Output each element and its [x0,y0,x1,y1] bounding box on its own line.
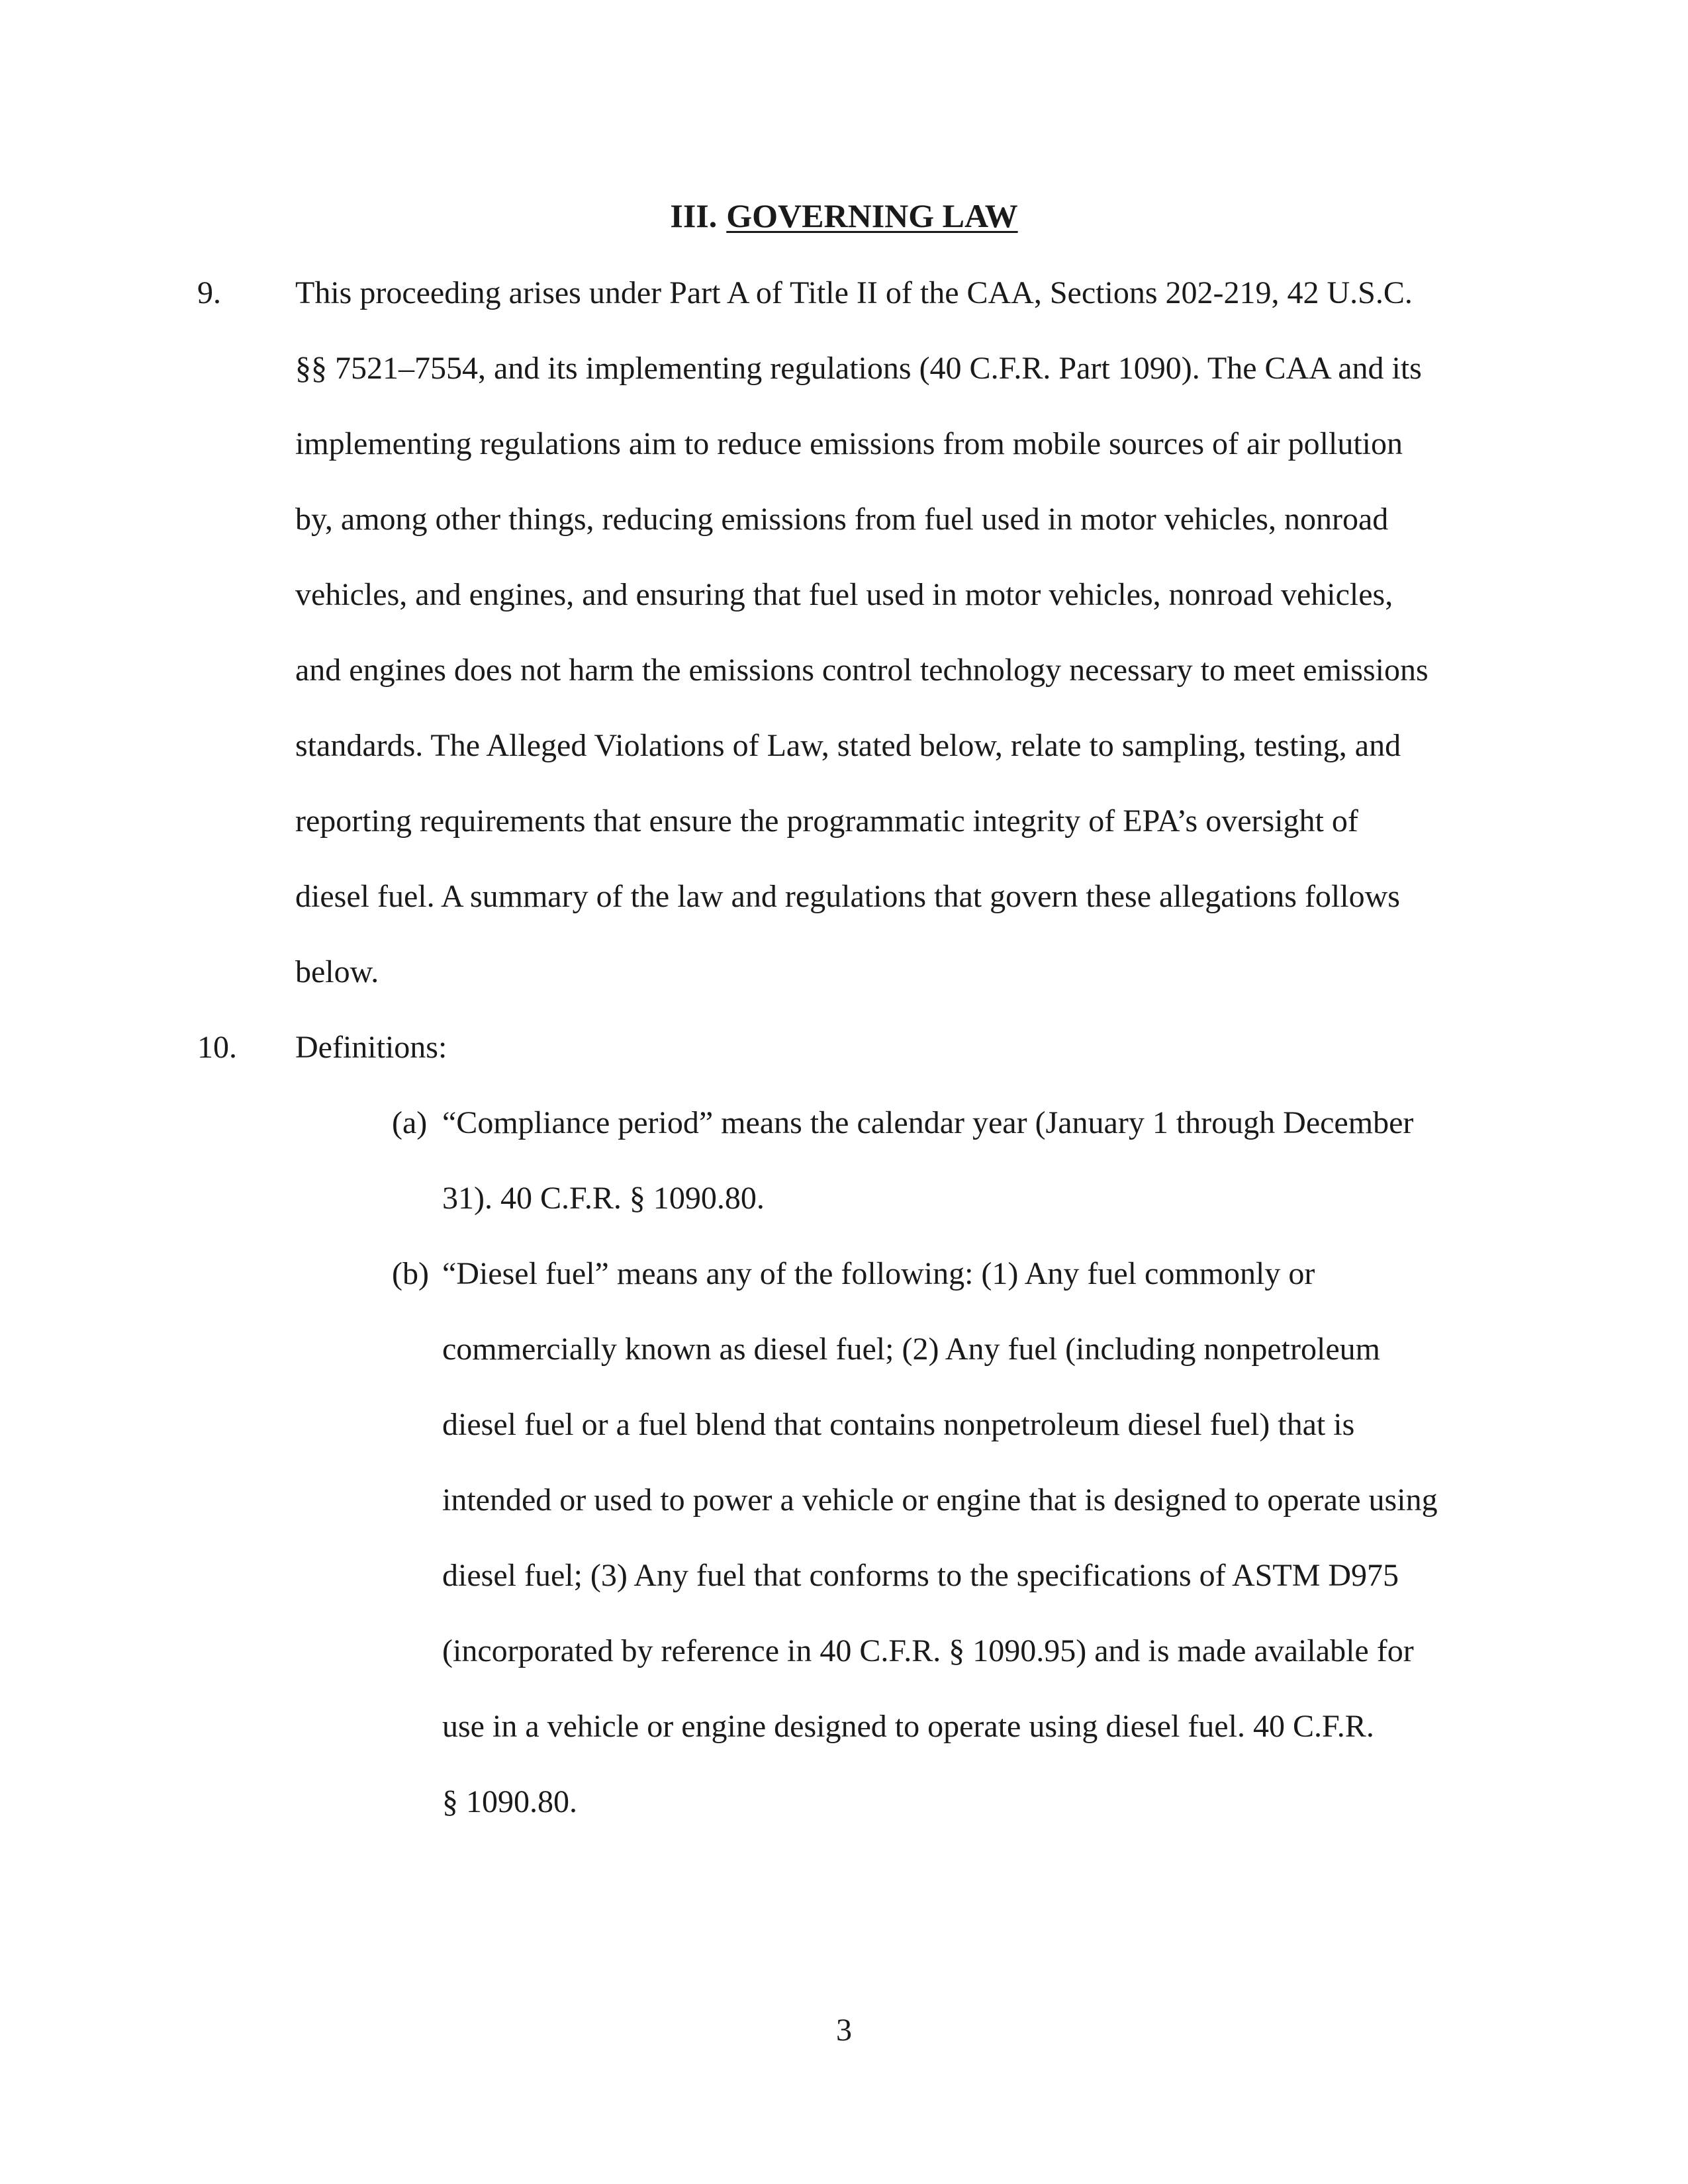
subitem-line: “Compliance period” means the calendar year (January 1 through December [442,1105,1414,1140]
paragraph-line: by, among other things, reducing emissions from fuel used in motor vehicles, nonroad [295,502,1389,537]
paragraph-number: 10. [197,1030,237,1065]
subitem-line: “Diesel fuel” means any of the following: (1) Any fuel commonly or [442,1256,1315,1291]
paragraph-line: standards. The Alleged Violations of Law, stated below, relate to sampling, testing, and [295,728,1401,763]
subitem-line: use in a vehicle or engine designed to operate using diesel fuel. 40 C.F.R. [442,1709,1374,1744]
paragraph-line: diesel fuel. A summary of the law and regulations that govern these allegations follows [295,879,1400,914]
paragraph-line: This proceeding arises under Part A of Title II of the CAA, Sections 202-219, 42 U.S.C. [295,275,1413,310]
paragraph-line: Definitions: [295,1030,447,1065]
paragraph-line: and engines does not harm the emissions control technology necessary to meet emissions [295,653,1429,688]
subitem-line: diesel fuel; (3) Any fuel that conforms to the specifications of ASTM D975 [442,1558,1399,1593]
subitem-line: diesel fuel or a fuel blend that contains nonpetroleum diesel fuel) that is [442,1407,1355,1442]
subitem-line: intended or used to power a vehicle or engine that is designed to operate using [442,1482,1438,1518]
subitem-line: 31). 40 C.F.R. § 1090.80. [442,1181,765,1216]
page-number: 3 [836,2013,852,2048]
section-number: III. [670,197,718,234]
section-title: GOVERNING LAW [726,197,1018,234]
section-heading [0,196,1688,236]
subitem-line: commercially known as diesel fuel; (2) Any fuel (including nonpetroleum [442,1332,1380,1367]
subitem-label: (b) [392,1256,429,1291]
subitem-line: (incorporated by reference in 40 C.F.R. § 1090.95) and is made available for [442,1633,1414,1668]
paragraph-line: implementing regulations aim to reduce emissions from mobile sources of air pollution [295,426,1403,461]
paragraph-line: below. [295,954,379,989]
subitem-label: (a) [392,1105,428,1140]
paragraph-line: reporting requirements that ensure the programmatic integrity of EPA’s oversight of [295,803,1358,839]
paragraph-number: 9. [197,275,221,310]
subitem-line: § 1090.80. [442,1784,577,1819]
paragraph-line: vehicles, and engines, and ensuring that fuel used in motor vehicles, nonroad vehicles, [295,577,1393,612]
paragraph-line: §§ 7521–7554, and its implementing regulations (40 C.F.R. Part 1090). The CAA and its [295,351,1422,386]
